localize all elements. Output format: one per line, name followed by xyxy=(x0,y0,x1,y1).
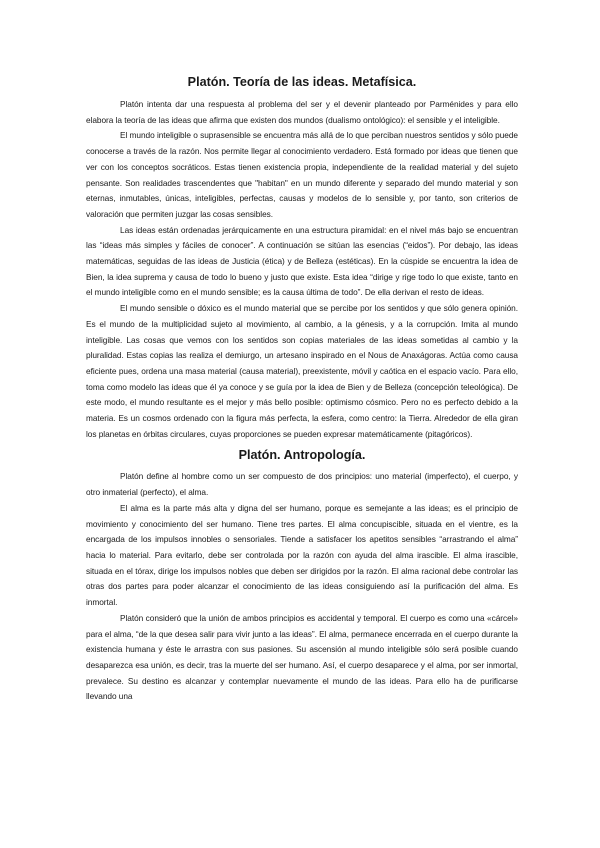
section-title-antropologia: Platón. Antropología. xyxy=(238,448,366,463)
paragraph: Las ideas están ordenadas jerárquicamente en una estructura piramidal: en el nivel más bajo se encuentran las “ideas más simples y fáciles de conocer”. A continuación se sitúan las esencias (“eidos”). Por debajo, las ideas matemáticas, seguidas de las ideas de Justicia (ética) y de Belleza (estéticas). En la cúspide se encuentra la idea de Bien, la idea suprema y causa de todo lo bueno y justo que existe. Esta idea “dirige y rige todo lo que existe, tanto en el mundo inteligible como en el mundo sensible; es la causa última de todo”. De ella derivan el resto de ideas. xyxy=(86,224,518,298)
paragraph: Platón consideró que la unión de ambos principios es accidental y temporal. El cuerpo es como una «cárcel» para el alma, “de la que desea salir para vivir junto a las ideas”. El alma, permanece encerrada en el cuerpo durante la existencia humana y éste le arrastra con sus pasiones. Su ascensión al mundo inteligible sólo será posible cuando desaparezca esa unión, es decir, tras la muerte del ser humano. Así, el cuerpo desaparece y el alma, por ser inmortal, prevalece. Su destino es alcanzar y contemplar nuevamente el mundo de las ideas. Para ello ha de purificarse llevando una xyxy=(86,612,518,702)
paragraph: El alma es la parte más alta y digna del ser humano, porque es semejante a las ideas; es el principio de movimiento y conocimiento del ser humano. Tiene tres partes. El alma concupiscible, situada en el vientre, es la encargada de los impulsos innobles o sensoriales. Tiende a satisfacer los apetitos sensibles “arrastrando el alma” hacia lo material. Para evitarlo, debe ser controlada por la razón con ayuda del alma irascible. El alma irascible, situada en el tórax, dirige los impulsos nobles que deben ser dirigidos por la razón. El alma racional debe controlar las otras dos partes para poder alcanzar el conocimiento de las ideas consiguiendo así la purificación del alma. Es inmortal. xyxy=(86,502,518,608)
document-body xyxy=(86,74,518,705)
paragraph: Platón intenta dar una respuesta al problema del ser y el devenir planteado por Parménides y para ello elabora la teoría de las ideas que afirma que existen dos mundos (dualismo ontológico): el sensible y el inteligible. xyxy=(86,99,518,125)
section-title-metafisica: Platón. Teoría de las ideas. Metafísica. xyxy=(187,75,417,89)
paragraph: Platón define al hombre como un ser compuesto de dos principios: uno material (imperfecto), el cuerpo, y otro inmaterial (perfecto), el alma. xyxy=(86,471,518,498)
paragraph: El mundo inteligible o suprasensible se encuentra más allá de lo que perciban nuestros sentidos y sólo puede conocerse a través de la razón. Nos permite llegar al conocimiento verdadero. Está formado por ideas que tienen que ver con los conceptos socráticos. Estas tienen existencia propia, independiente de la realidad material y del sujeto pensante. Son realidades trascendentes que "habitan" en un mundo diferente y separado del mundo material y son eternas, inmutables, únicas, inteligibles, perfectas, causas y modelos de lo sensible y, por tanto, son criterios de valoración que permiten juzgar las cosas sensibles. xyxy=(86,130,518,219)
paragraph: El mundo sensible o dóxico es el mundo material que se percibe por los sentidos y que sólo genera opinión. Es el mundo de la multiplicidad sujeto al movimiento, al cambio, a la génesis, y a la corrupción. Imita al mundo inteligible. Las cosas que vemos con los sentidos son copias materiales de las ideas sometidas al cambio y la pluralidad. Estas copias las realiza el demiurgo, un artesano inspirado en el Nous de Anaxágoras. Actúa como causa eficiente pues, ordena una masa material (causa material), preexistente, móvil y caótica en el espacio vacío. Para ello, toma como modelo las ideas que él ya conoce y se guía por la idea de Bien y de Belleza (concepción teleológica). De este modo, el mundo resultante es el mejor y más bello posible: optimismo cósmico. Pero no es perfecto debido a la materia. Es un cosmos ordenado con la figura más perfecta, la esfera, como centro: la Tierra. Alrededor de ella giran los planetas en órbitas circulares, cuyas proporciones se pueden expresar matemáticamente (pitagóricos). xyxy=(86,303,518,439)
